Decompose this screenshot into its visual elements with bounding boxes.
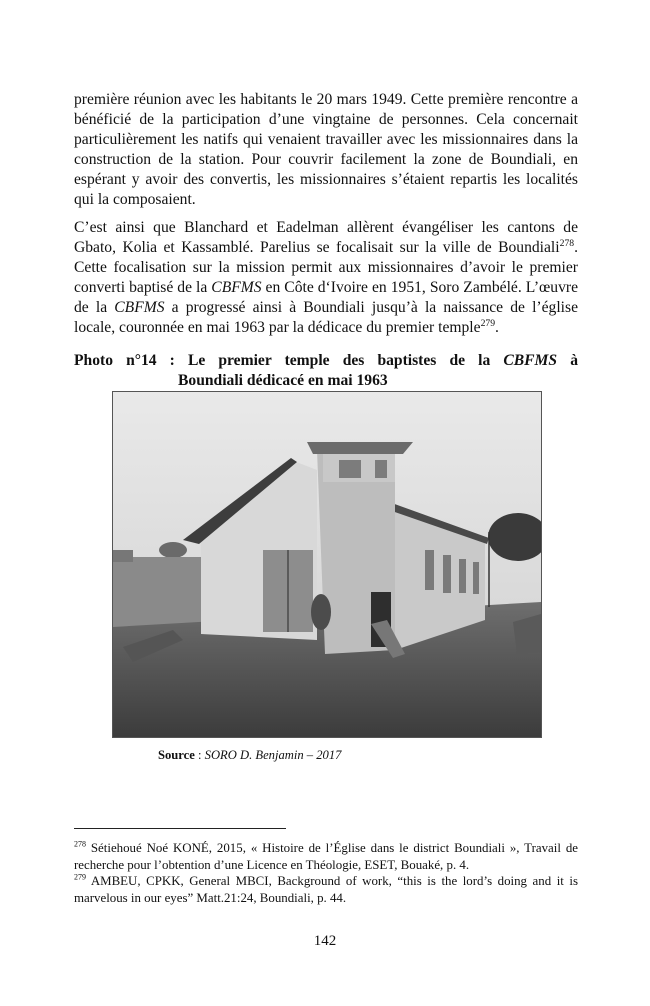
footnote-ref-278[interactable]: 278 (559, 237, 575, 249)
paragraph-2-text-5: . (495, 319, 499, 337)
paragraph-2-text-2: . Cette focalisation sur la mission permit aux missionnaires d’avoir le premier converti baptisé de la (74, 239, 578, 297)
caption-line-2: Boundiali dédicacé en mai 1963 (178, 372, 388, 389)
paragraph-2-text-1: C’est ainsi que Blanchard et Eadelman allèrent évangéliser les cantons de Gbato, Kolia et Kassamblé. Parelius se focalisait sur la ville de Boundiali (74, 219, 578, 257)
footnotes (74, 840, 578, 907)
org-name-cbfms: CBFMS (211, 279, 262, 297)
source-value: SORO D. Benjamin – 2017 (204, 748, 342, 762)
org-name-cbfms: CBFMS (114, 299, 165, 317)
footnote-divider (74, 828, 286, 829)
footnote-number: 279 (74, 873, 86, 883)
caption-org: CBFMS (503, 352, 558, 369)
footnote-text: AMBEU, CPKK, General MBCI, Background of work, “this is the lord’s doing and it is marvelous in our eyes” Matt.21:24, Boundiali, p. 44. (74, 874, 578, 906)
paragraph-2 (74, 218, 578, 339)
footnote-text: Sétiehoué Noé KONÉ, 2015, « Histoire de l’Église dans le district Boundiali », Travail de recherche pour l’obtention d’une Licence en Théologie, ESET, Bouaké, p. 4. (74, 841, 578, 872)
photo-caption (74, 351, 578, 391)
temple-photo-illustration (113, 392, 541, 737)
temple-photo (112, 391, 542, 738)
caption-line-1 (74, 351, 578, 371)
paragraph-1: première réunion avec les habitants le 20 mars 1949. Cette première rencontre a bénéficié de la participation d’une vingtaine de personnes. Cela concernait particulièrement les natifs qui venaient travailler avec les missionnaires dans la construction de la station. Pour couvrir facilement la zone de Boundiali, en espérant y avoir des convertis, les missionnaires s’étaient repartis les localités qui la composaient. (74, 91, 578, 209)
paragraph-2-text-4: a progressé ainsi à Boundiali jusqu’à la naissance de l’église locale, couronnée en mai 1963 par la dédicace du premier temple (74, 299, 578, 337)
caption-text: Photo n°14 : Le premier temple des baptistes de la (74, 352, 504, 369)
page-number: 142 (313, 933, 337, 949)
paragraph-2-text-3: en Côte d‘Ivoire en 1951, Soro Zambélé. L’œuvre de la (74, 279, 579, 317)
footnote-279 (74, 873, 578, 906)
photo-source (158, 748, 341, 763)
caption-text-end: à (557, 352, 578, 369)
footnote-278 (74, 840, 578, 873)
source-label: Source (158, 748, 195, 762)
source-separator: : (194, 748, 205, 762)
footnote-number: 278 (74, 839, 86, 849)
footnote-ref-279[interactable]: 279 (480, 318, 496, 330)
